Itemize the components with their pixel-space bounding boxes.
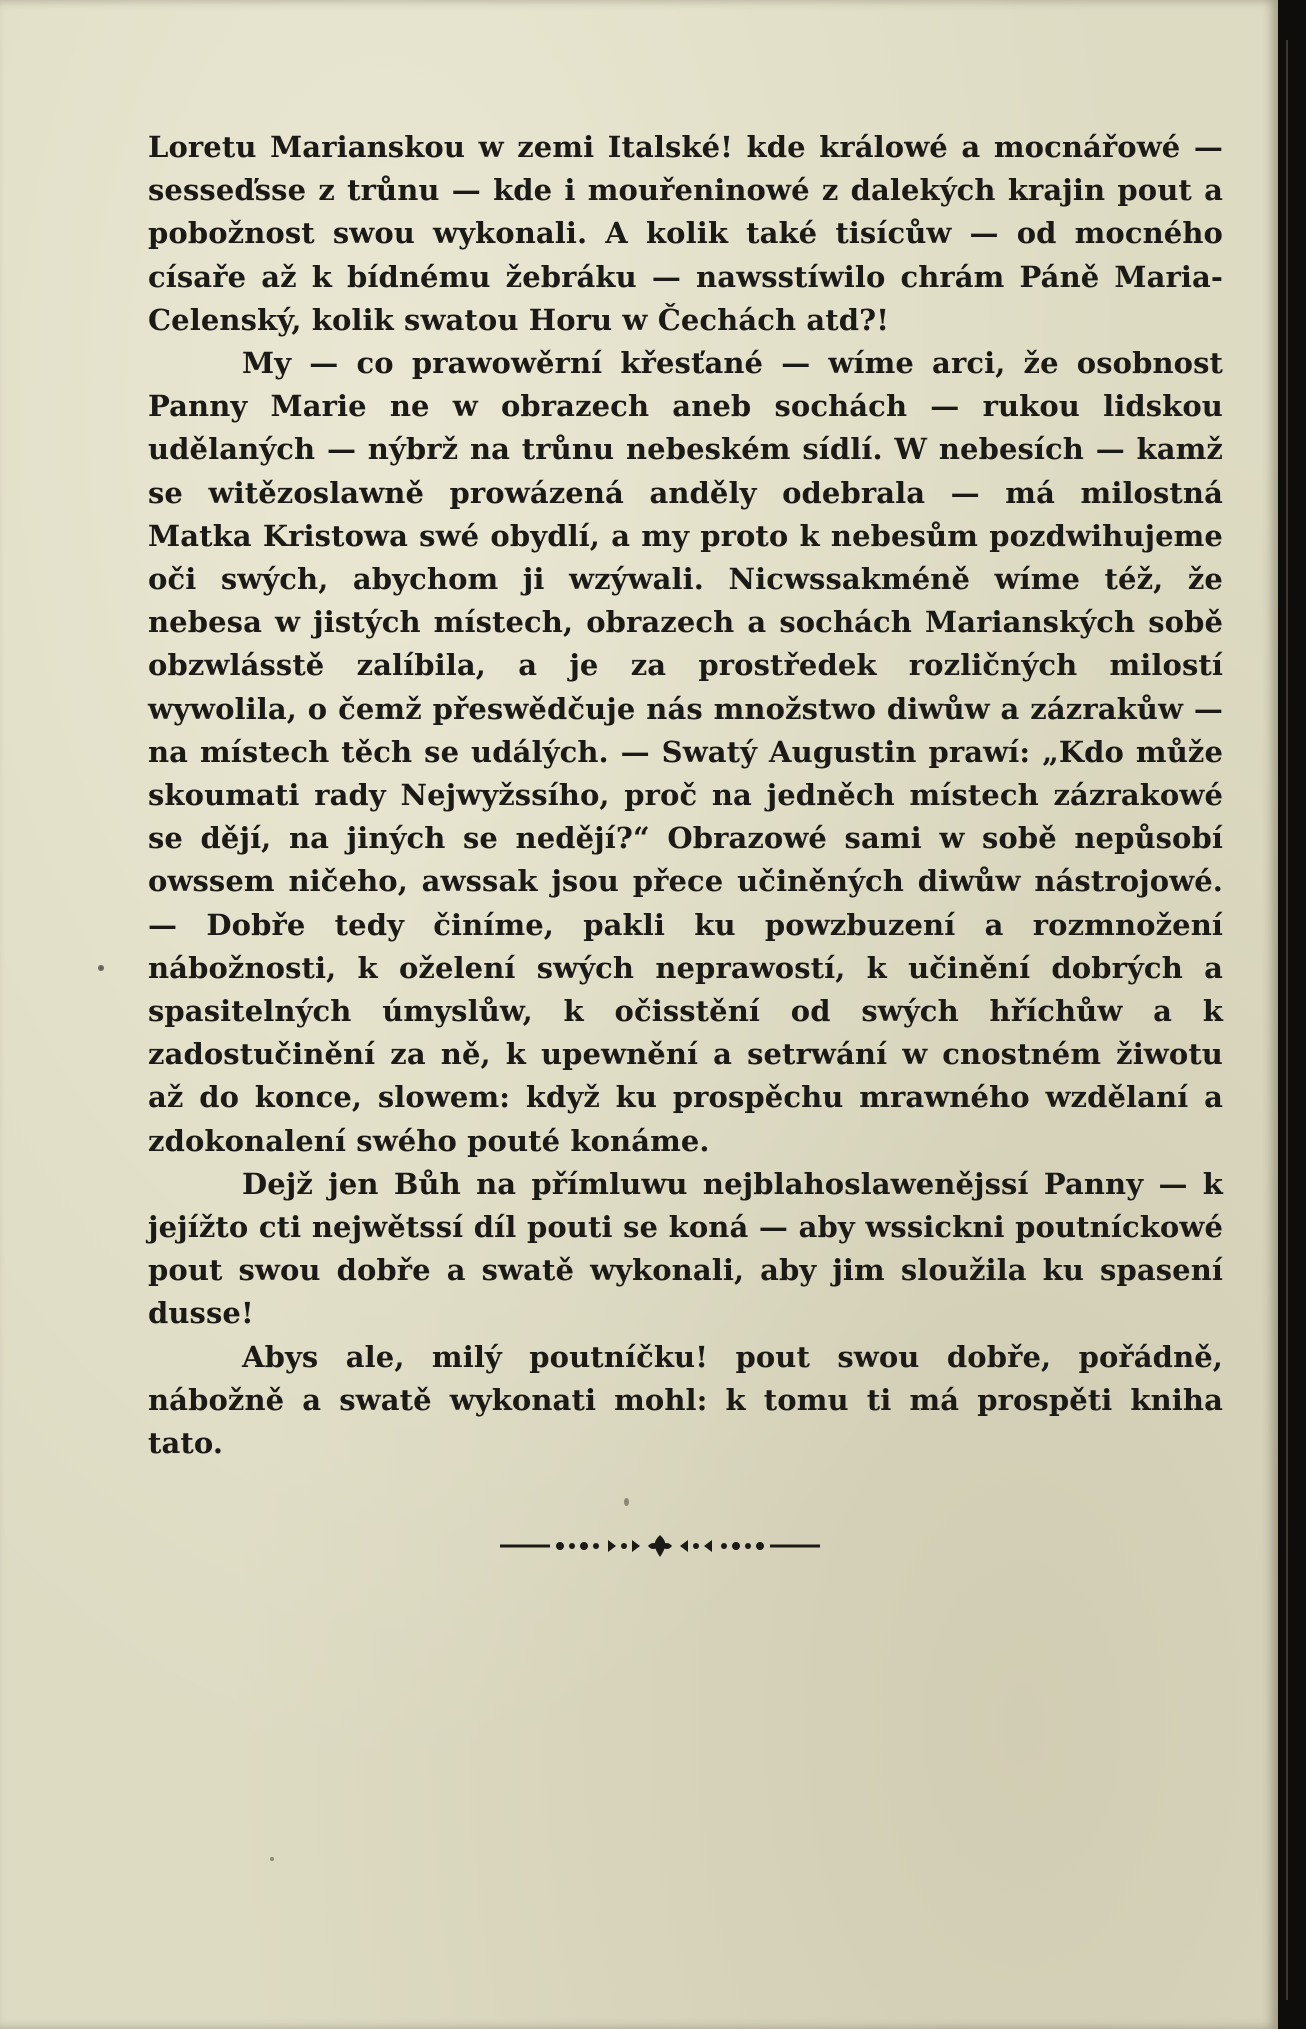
paper-speck xyxy=(270,1857,274,1861)
paragraph-1: Loretu Marianskou w zemi Italské! kde králowé a mocnářowé — sesseďsse z trůnu — kde i mouřeninowé z dalekých krajin pout a pobožnost swou wykonali. A kolik také tisícůw — od mocného císaře až k bídnému žebráku — nawsstíwilo chrám Páně Maria-Celenský, kolik swatou Horu w Čechách atd?! xyxy=(148,130,1223,337)
ornament-divider xyxy=(480,1533,840,1559)
ornament-chain-right xyxy=(680,1540,764,1552)
paper-speck xyxy=(624,1498,629,1506)
page-text xyxy=(148,126,1223,1465)
paragraph-3: Dejž jen Bůh na přímluwu nejblahoslawenějssí Panny — k jejížto cti nejwětssí díl pouti se koná — aby wssickni poutníckowé pout swou dobře a swatě wykonali, aby jim sloužila ku spasení dusse! xyxy=(148,1166,1223,1331)
ornament-center-fleuron xyxy=(648,1535,672,1557)
paragraph-4: Abys ale, milý poutníčku! pout swou dobře, pořádně, nábožně a swatě wykonati mohl: k tomu ti má prospěti kniha tato. xyxy=(148,1339,1223,1461)
page-edge xyxy=(1286,40,1288,2000)
ornament-chain-left xyxy=(556,1540,640,1552)
paper-speck xyxy=(98,965,104,971)
paragraph-2: My — co prawowěrní křesťané — wíme arci, že osobnost Panny Marie ne w obrazech aneb sochách — rukou lidskou udělaných — nýbrž na trůnu nebeském sídlí. W nebesích — kamž se witězoslawně prowázená anděly odebrala — má milostná Matka Kristowa swé obydlí, a my proto k nebesům pozdwihujeme oči swých, abychom ji wzýwali. Nicwssakméně wíme též, že nebesa w jistých místech, obrazech a sochách Marianských sobě obzwlásstě zalíbila, a je za prostředek rozličných milostí wywolila, o čemž přeswědčuje nás množstwo diwůw a zázrakůw — na místech těch se událých. — Swatý Augustin prawí: „Kdo může skoumati rady Nejwyžssího, proč na jedněch místech zázrakowé se dějí, na jiných se nedějí?“ Obrazowé sami w sobě nepůsobí owssem ničeho, awssak jsou přece učiněných diwůw nástrojowé. — Dobře tedy činíme, pakli ku powzbuzení a rozmnožení nábožnosti, k oželení swých neprawostí, k učinění dobrých a spasitelných úmyslůw, k očisstění od swých hříchůw a k zadostučinění za ně, k upewnění a setrwání w cnostném žiwotu až do konce, slowem: když ku prospěchu mrawného wzdělaní a zdokonalení swého pouté konáme. xyxy=(148,346,1223,1158)
